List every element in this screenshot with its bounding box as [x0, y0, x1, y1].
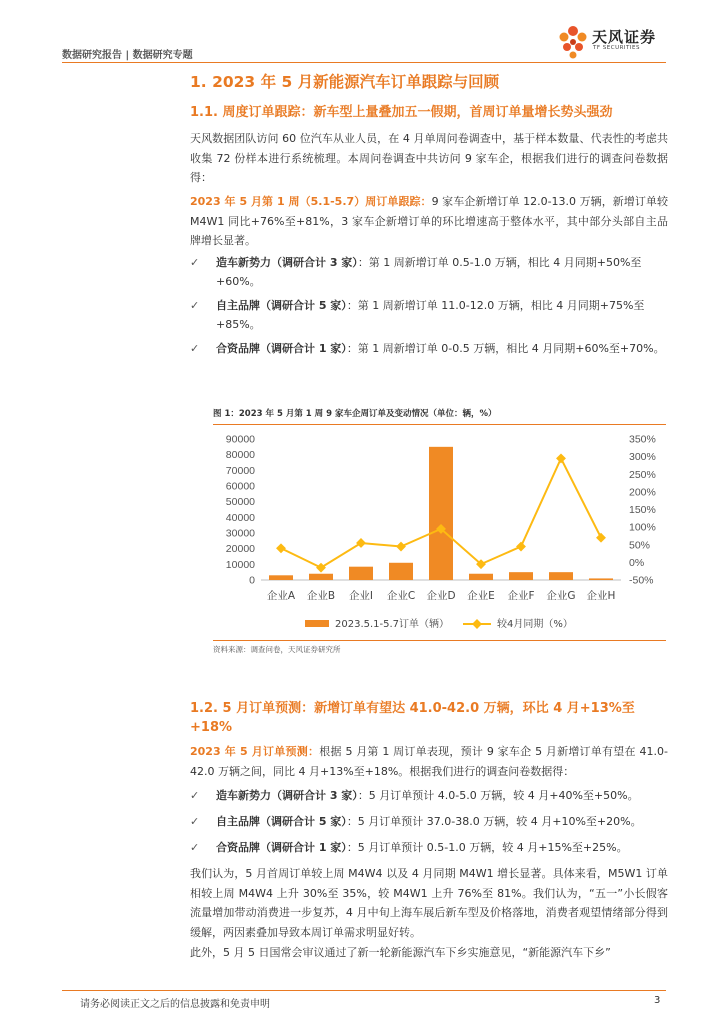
y-right-tick-label: 100% [629, 521, 656, 534]
legend-bar-label: 2023.5.1-5.7订单（辆） [335, 619, 450, 630]
logo-text: 天风证券 [592, 28, 657, 46]
line-point-企业H [596, 533, 606, 543]
y-left-tick-label: 30000 [225, 527, 255, 540]
bar-企业E [469, 574, 493, 580]
y-right-tick-label: -50% [629, 574, 654, 587]
y-left-tick-label: 60000 [225, 480, 255, 493]
page-header [62, 28, 666, 64]
prediction-text: 根据 5 月第 1 周订单表现，预计 9 家车企 5 月新增订单有望在 41.0-42.0 万辆之间，同比 4 月+13%至+18%。根据我们进行的调查问卷数据得： [190, 745, 668, 778]
subsection-title-1: 1.1. 周度订单跟踪：新车型上量叠加五一假期，首周订单量增长势头强劲 [190, 105, 613, 120]
x-tick-label: 企业D [426, 590, 456, 602]
y-left-tick-label: 90000 [225, 433, 255, 446]
week1-text: 9 家车企新增订单 12.0-13.0 万辆，新增订单较 M4W1 同比+76%至+81%，3 家车企新增订单的环比增速高于整体水平，其中部分头部自主品牌增长显著。 [190, 195, 668, 247]
week1-paragraph [190, 192, 668, 251]
x-tick-label: 企业G [546, 590, 576, 602]
check-icon: ✓ [190, 841, 200, 854]
analysis-paragraph: 我们认为，5 月首周订单较上周 M4W4 以及 4 月同期 M4W1 增长显著。具体来看，M5W1 订单相较上周 M4W4 上升 30%至 35%，较 M4W1 上升 76%至 81%。我们认为，“五一”小长假客流量增加带动消费进一步复苏，4 月中旬上海车展后新车型及价格落地，消费者观望情绪部分得到缓解，两因素叠加导致本周订单需求明显好转。 [190, 867, 668, 939]
bar-企业H [589, 578, 613, 580]
x-tick-label: 企业A [266, 590, 296, 602]
y-left-tick-label: 10000 [225, 558, 255, 571]
check-icon: ✓ [190, 815, 200, 828]
y-right-tick-label: 50% [629, 539, 651, 552]
bar-企业F [509, 572, 533, 580]
bar-企业I [349, 567, 373, 580]
y-left-tick-label: 80000 [225, 449, 255, 462]
section-title: 1. 2023 年 5 月新能源汽车订单跟踪与回顾 [190, 73, 500, 91]
logo-subtext: TF SECURITIES [593, 45, 640, 51]
bar-企业C [389, 563, 413, 580]
y-left-tick-label: 40000 [225, 511, 255, 524]
line-point-企业C [396, 542, 406, 552]
bar-企业D [429, 447, 453, 580]
figure-bottom-rule [213, 640, 666, 641]
line-point-企业B [316, 563, 326, 573]
y-right-tick-label: 150% [629, 504, 656, 516]
bar-企业B [309, 574, 333, 580]
y-right-tick-label: 300% [629, 451, 656, 464]
bar-企业A [269, 575, 293, 580]
company-logo [556, 22, 666, 62]
y-left-tick-label: 50000 [225, 496, 255, 509]
x-tick-label: 企业H [586, 590, 616, 602]
prediction-paragraph [190, 742, 668, 781]
x-tick-label: 企业I [348, 590, 374, 602]
y-right-tick-label: 350% [629, 433, 656, 446]
line-point-企业I [356, 538, 366, 548]
check-icon: ✓ [190, 256, 200, 269]
x-tick-label: 企业F [507, 590, 535, 602]
prediction-lead: 2023 年 5 月订单预测： [190, 745, 320, 758]
x-tick-label: 企业C [386, 590, 416, 602]
intro-paragraph: 天风数据团队访问 60 位汽车从业人员，在 4 月单周问卷调查中，基于样本数量、代表性的考虑共收集 72 份样本进行系统梳理。本周问卷调查中共访问 9 家车企，根据我们进行的调查问卷数据得： [190, 132, 668, 184]
y-left-tick-label: 20000 [225, 543, 255, 556]
order-chart [213, 426, 666, 638]
y-right-tick-label: 250% [629, 468, 656, 481]
figure-top-rule [213, 424, 666, 425]
header-divider [62, 62, 666, 63]
y-left-tick-label: 0 [249, 574, 255, 587]
line-point-企业A [276, 543, 286, 553]
check-icon: ✓ [190, 789, 200, 802]
line-point-企业F [516, 542, 526, 552]
bar-企业G [549, 572, 573, 580]
report-category: 数据研究报告 | 数据研究专题 [62, 50, 193, 61]
legend-line-label: 较4月同期（%） [497, 619, 573, 630]
y-right-tick-label: 0% [629, 556, 645, 569]
y-left-tick-label: 70000 [225, 464, 255, 477]
page-number: 3 [654, 995, 661, 1006]
week1-lead: 2023 年 5 月第 1 周（5.1-5.7）周订单跟踪： [190, 195, 432, 208]
closing-paragraph: 此外，5 月 5 日国常会审议通过了新一轮新能源汽车下乡实施意见，“新能源汽车下乡” [190, 946, 611, 959]
legend-line-marker [472, 619, 482, 629]
y-right-tick-label: 200% [629, 486, 656, 499]
figure-source: 资料来源：调查问卷，天风证券研究所 [213, 645, 341, 654]
footer-divider [62, 990, 666, 991]
check-icon: ✓ [190, 299, 200, 312]
disclaimer-text: 请务必阅读正文之后的信息披露和免责申明 [80, 999, 270, 1010]
figure-title: 图 1：2023 年 5 月第 1 周 9 家车企周订单及变动情况（单位：辆，%） [213, 409, 497, 419]
x-tick-label: 企业E [467, 590, 495, 602]
x-tick-label: 企业B [306, 590, 336, 602]
legend-bar-swatch [305, 620, 329, 627]
flower-logo-icon [556, 22, 590, 62]
line-point-企业G [556, 453, 566, 463]
check-icon: ✓ [190, 342, 200, 355]
subsection-title-2: 1.2. 5 月订单预测：新增订单有望达 41.0-42.0 万辆，环比 4 月+13%至 +18% [190, 701, 635, 735]
